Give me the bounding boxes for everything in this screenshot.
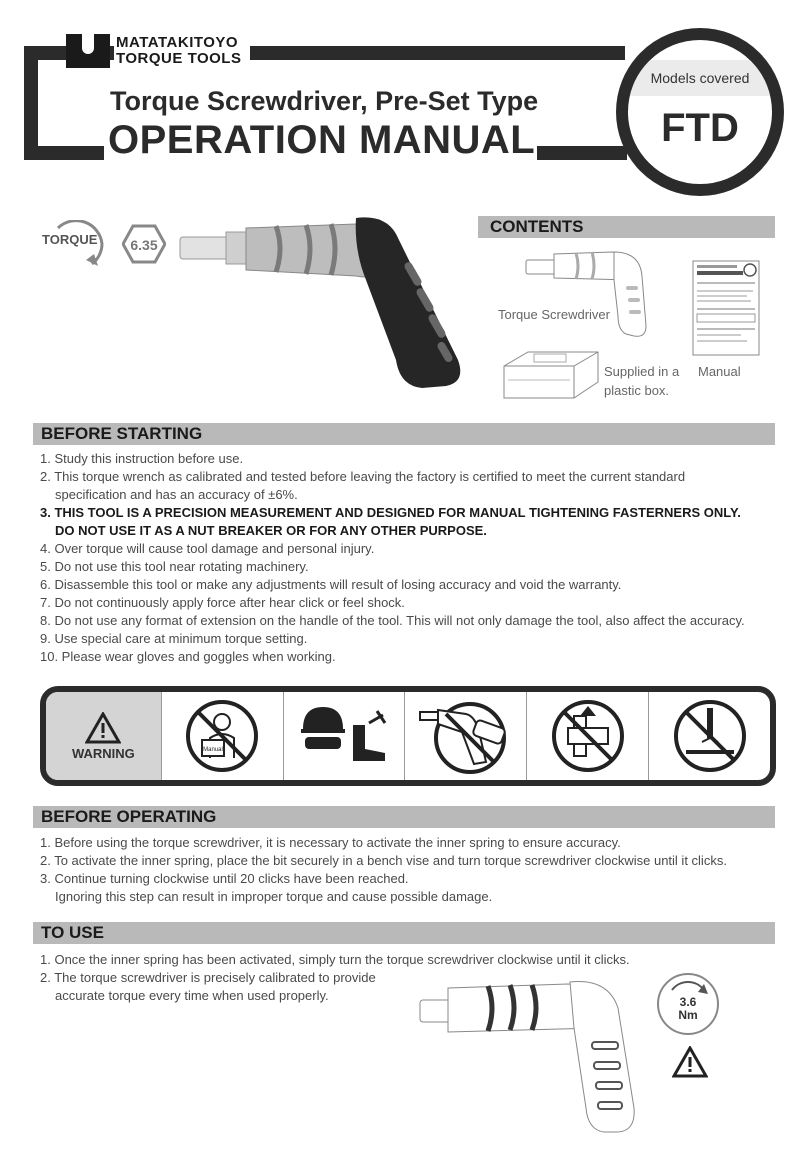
- warning-strip: [40, 686, 776, 786]
- before-starting-heading: BEFORE STARTING: [41, 424, 203, 443]
- no-impact-icon: [672, 698, 748, 774]
- no-breaker-cell: [526, 692, 648, 780]
- header-frame-left: [24, 46, 38, 160]
- torque-setting-icon: [656, 972, 720, 1036]
- torque-screwdriver-image: [176, 210, 476, 395]
- brand-mark-icon: [66, 34, 110, 68]
- torque-label: TORQUE: [42, 232, 98, 247]
- read-manual-cell: [161, 692, 283, 780]
- header-frame-bottom-right: [537, 146, 627, 160]
- list-item: 5. Do not use this tool near rotating machinery.: [40, 559, 309, 574]
- models-badge: [616, 28, 784, 196]
- header-frame-bottom: [24, 146, 104, 160]
- no-impact-cell: [648, 692, 770, 780]
- contents-box-line2: plastic box.: [604, 383, 670, 398]
- model-code: FTD: [661, 106, 739, 150]
- contents-screwdriver-label: Torque Screwdriver: [498, 307, 610, 322]
- list-item: 1. Before using the torque screwdriver, it is necessary to activate the inner spring to ensure accuracy.: [40, 835, 621, 850]
- torque-unit: Nm: [678, 1008, 698, 1022]
- contents-box-line1: Supplied in a: [604, 364, 680, 379]
- brand-line1: MATATAKITOYO: [116, 34, 239, 51]
- brand-name: [116, 35, 241, 67]
- before-starting-bar: [33, 423, 775, 445]
- safety-gear-cell: [283, 692, 405, 780]
- before-operating-bar: [33, 806, 775, 828]
- list-item: 7. Do not continuously apply force after hear click or feel shock.: [40, 595, 405, 610]
- before-operating-heading: BEFORE OPERATING: [41, 807, 217, 826]
- list-item: accurate torque every time when used properly.: [55, 988, 329, 1003]
- torque-value: 3.6: [679, 995, 697, 1009]
- list-item: 9. Use special care at minimum torque setting.: [40, 631, 308, 646]
- to-use-bar: [33, 922, 775, 944]
- contents-screwdriver-image: [522, 246, 652, 342]
- plastic-box-image: [500, 348, 602, 402]
- no-extension-cell: [404, 692, 526, 780]
- manual-word: Manual: [203, 747, 224, 753]
- list-item: DO NOT USE IT AS A NUT BREAKER OR FOR ANY OTHER PURPOSE.: [55, 523, 487, 538]
- hex-size-text: 6.35: [130, 237, 158, 253]
- warning-triangle-icon: [85, 712, 121, 744]
- before-operating-list: [40, 834, 727, 906]
- list-item: 1. Once the inner spring has been activated, simply turn the torque screwdriver clockwise until it clicks.: [40, 952, 630, 967]
- contents-heading: CONTENTS: [490, 217, 584, 236]
- list-item: 8. Do not use any format of extension on the handle of the tool. This will not only damage the tool, also affect the accuracy.: [40, 613, 745, 628]
- page-subtitle: Torque Screwdriver, Pre-Set Type: [110, 86, 539, 116]
- brand-line2: TORQUE TOOLS: [116, 50, 242, 67]
- caution-triangle-icon: [672, 1046, 708, 1078]
- read-manual-icon: [184, 698, 260, 774]
- hex-bit-icon: [122, 224, 166, 264]
- list-item: 2. The torque screwdriver is precisely calibrated to provide: [40, 970, 376, 985]
- list-item: 3. Continue turning clockwise until 20 clicks have been reached.: [40, 871, 409, 886]
- helmet-goggles-boot-icon: [299, 701, 389, 771]
- brand-logo: [66, 34, 241, 68]
- list-item: 3. THIS TOOL IS A PRECISION MEASUREMENT AND DESIGNED FOR MANUAL TIGHTENING FASTERNERS ONLY.: [40, 505, 741, 520]
- list-item: 6. Disassemble this tool or make any adjustments will result of losing accuracy and void the warranty.: [40, 577, 622, 592]
- warning-cell: [46, 692, 161, 780]
- header-frame-top-right: [250, 46, 625, 60]
- list-item: Ignoring this step can result in improper torque and cause possible damage.: [55, 889, 493, 904]
- warning-label: WARNING: [71, 745, 135, 761]
- list-item: 2. This torque wrench as calibrated and tested before leaving the factory is certified to meet the current standard: [40, 469, 686, 484]
- contents-manual-label: Manual: [698, 364, 741, 379]
- to-use-heading: TO USE: [41, 923, 104, 942]
- list-item: 2. To activate the inner spring, place the bit securely in a bench vise and turn torque screwdriver clockwise until it clicks.: [40, 853, 727, 868]
- list-item: 1. Study this instruction before use.: [40, 451, 244, 466]
- torque-screwdriver-side-image: [418, 968, 642, 1138]
- no-extension-icon: [416, 696, 516, 776]
- models-label: Models covered: [628, 60, 772, 96]
- manual-thumbnail-image: [692, 260, 760, 356]
- list-item: 4. Over torque will cause tool damage and personal injury.: [40, 541, 375, 556]
- contents-heading-bar: [478, 216, 775, 238]
- page-title: OPERATION MANUAL: [108, 118, 536, 162]
- list-item: specification and has an accuracy of ±6%.: [55, 487, 298, 502]
- list-item: 10. Please wear gloves and goggles when working.: [40, 649, 336, 664]
- before-starting-list: [40, 450, 745, 666]
- no-nut-breaker-icon: [550, 698, 626, 774]
- contents-box-label: [604, 362, 679, 400]
